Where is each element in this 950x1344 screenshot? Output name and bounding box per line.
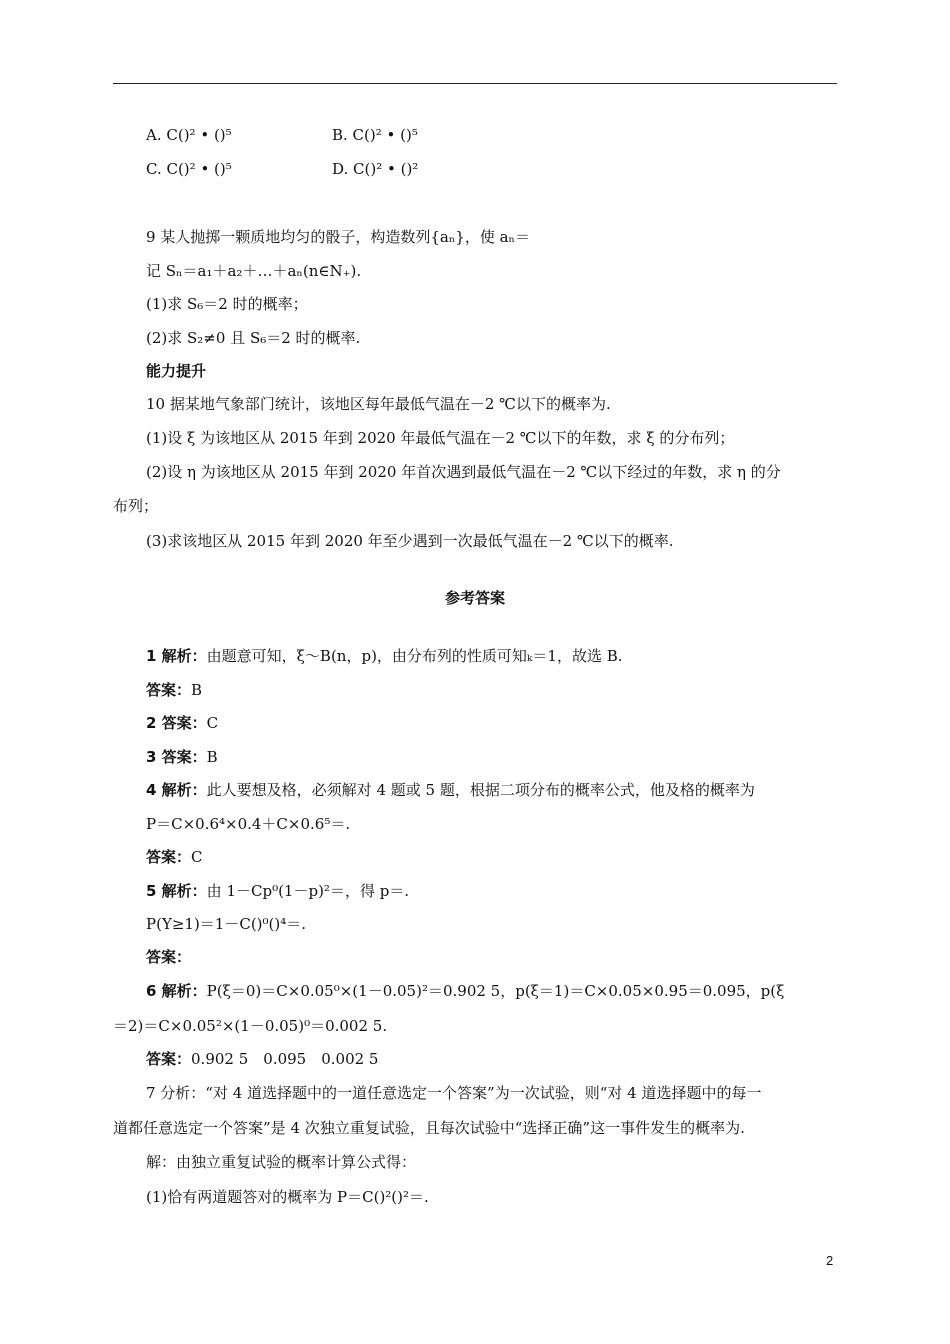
q10-line-1: 10 据某地气象部门统计，该地区每年最低气温在－2 ℃以下的概率为. <box>146 395 611 413</box>
answer-6-text: P(ξ＝0)＝C×0.05⁰×(1－0.05)²＝0.902 5，p(ξ＝1)＝C×0.05×0.95＝0.095，p(ξ <box>206 982 785 1000</box>
answer-1-result-label: 答案： <box>146 681 192 699</box>
answer-6-label: 6 解析： <box>146 982 207 1000</box>
answers-title: 参考答案 <box>444 589 505 607</box>
answer-7-line-1: 7 分析：“对 4 道选择题中的一道任意选定一个答案”为一次试验，则“对 4 道选择题中的每一 <box>146 1084 762 1102</box>
answer-3-label: 3 答案： <box>146 748 207 766</box>
answer-4-label: 4 解析： <box>146 781 207 799</box>
answer-6 <box>146 980 784 1002</box>
answer-5-result-label: 答案： <box>146 948 192 966</box>
answer-7-line-2: 道都任意选定一个答案”是 4 次独立重复试验，且每次试验中“选择正确”这一事件发生的概率为. <box>113 1119 745 1137</box>
answer-1-label: 1 解析： <box>146 647 207 665</box>
option-d: D. C()² • ()² <box>332 160 419 178</box>
answer-4-line-2: P＝C×0.6⁴×0.4＋C×0.6⁵＝. <box>146 815 351 833</box>
answer-7-line-3: 解：由独立重复试验的概率计算公式得： <box>146 1153 417 1171</box>
answer-6-line-2: ＝2)＝C×0.05²×(1－0.05)⁰＝0.002 5. <box>113 1017 388 1035</box>
answer-5 <box>146 880 409 902</box>
answer-3 <box>146 746 218 768</box>
answer-2 <box>146 712 218 734</box>
q10-line-5: (3)求该地区从 2015 年到 2020 年至少遇到一次最低气温在－2 ℃以下的概率. <box>146 532 674 550</box>
option-c: C. C()² • ()⁵ <box>146 160 232 178</box>
page-number: 2 <box>826 1253 834 1268</box>
answer-4-text: 此人要想及格，必须解对 4 题或 5 题，根据二项分布的概率公式，他及格的概率为 <box>206 781 755 799</box>
answer-6-result-value: 0.902 5 0.095 0.002 5 <box>191 1050 379 1068</box>
answer-4-result <box>146 846 203 868</box>
q9-line-3: (1)求 S₆＝2 时的概率； <box>146 295 308 313</box>
option-a: A. C()² • ()⁵ <box>146 126 232 144</box>
q9-line-2: 记 Sₙ＝a₁＋a₂＋…＋aₙ(n∈N₊). <box>146 262 362 280</box>
q9-line-1: 9 某人抛掷一颗质地均匀的骰子，构造数列{aₙ}，使 aₙ＝ <box>146 228 531 246</box>
answer-4 <box>146 779 755 801</box>
answer-1-result-value: B <box>191 681 203 699</box>
answer-2-label: 2 答案： <box>146 714 207 732</box>
answer-6-result-label: 答案： <box>146 1050 192 1068</box>
answer-5-label: 5 解析： <box>146 882 207 900</box>
answer-4-result-label: 答案： <box>146 848 192 866</box>
option-b: B. C()² • ()⁵ <box>332 126 418 144</box>
answer-4-result-value: C <box>191 848 203 866</box>
answer-1-result <box>146 679 202 701</box>
q10-line-2: (1)设 ξ 为该地区从 2015 年到 2020 年最低气温在－2 ℃以下的年数，求 ξ 的分布列； <box>146 429 735 447</box>
answer-5-line-2: P(Y≥1)＝1－C()⁰()⁴＝. <box>146 915 307 933</box>
answer-6-result <box>146 1048 378 1070</box>
header-rule <box>113 83 837 84</box>
q9-line-4: (2)求 S₂≠0 且 S₆＝2 时的概率. <box>146 329 361 347</box>
answer-2-value: C <box>206 714 219 732</box>
q10-line-4: 布列； <box>113 497 159 515</box>
answer-1 <box>146 645 623 667</box>
answer-3-value: B <box>206 748 218 766</box>
section-ability-heading: 能力提升 <box>146 362 207 380</box>
answer-1-text: 由题意可知，ξ～B(n，p)，由分布列的性质可知ₖ＝1，故选 B. <box>206 647 623 665</box>
answer-7-line-4: (1)恰有两道题答对的概率为 P＝C()²()²＝. <box>146 1188 429 1206</box>
answer-5-result <box>146 946 191 968</box>
answer-5-text: 由 1－Cp⁰(1－p)²＝，得 p＝. <box>206 882 410 900</box>
q10-line-3: (2)设 η 为该地区从 2015 年到 2020 年首次遇到最低气温在－2 ℃以下经过的年数，求 η 的分 <box>146 463 781 481</box>
